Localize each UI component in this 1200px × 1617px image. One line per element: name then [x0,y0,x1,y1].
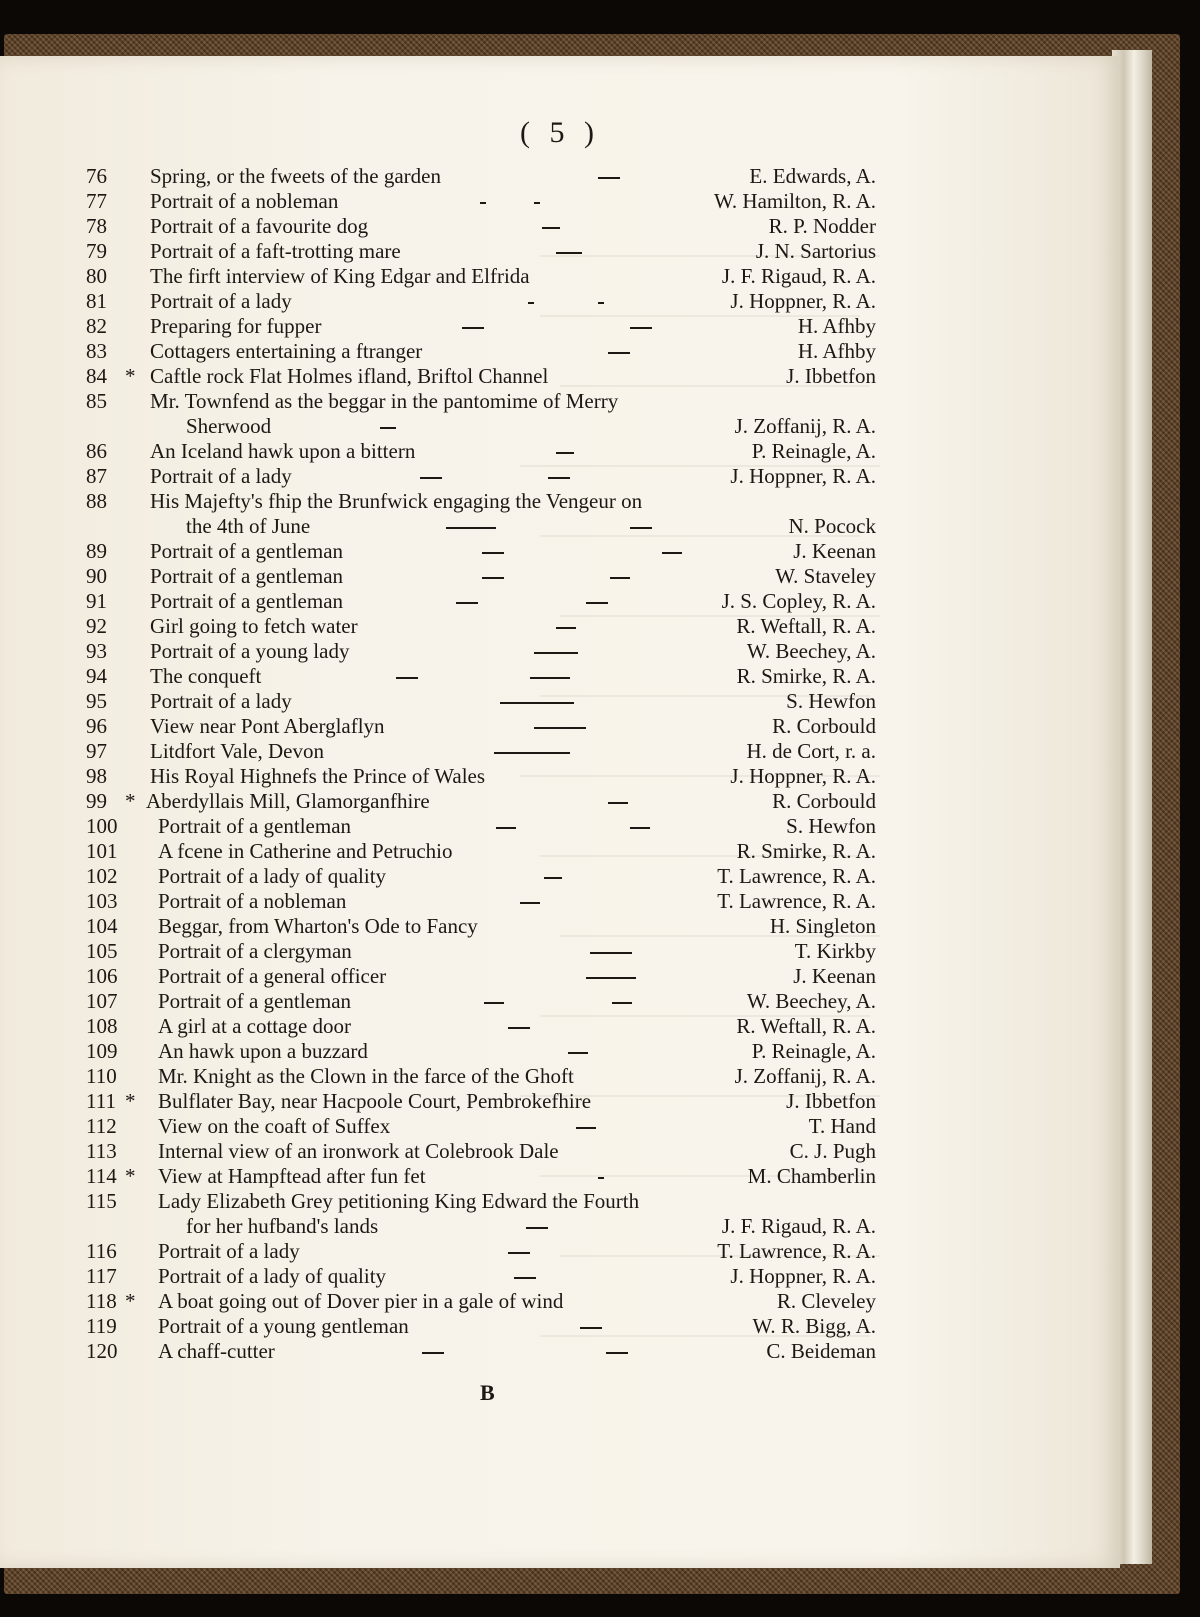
entry-artist: R. Weftall, R. A. [736,614,876,638]
entry-number: 100 [86,814,118,838]
entry-title: Beggar, from Wharton's Ode to Fancy [158,914,478,938]
entry-number: 106 [86,964,118,988]
entry-title: Portrait of a young gentleman [158,1314,409,1338]
dash-rule [612,1002,632,1004]
entry-title: Spring, or the fweets of the garden [150,164,441,188]
asterisk-mark: * [125,1289,136,1313]
entry-title: Aberdyllais Mill, Glamorganfhire [146,789,430,813]
dash-rule [606,1352,628,1354]
entry-number: 77 [86,189,107,213]
entry-title: Portrait of a lady of quality [158,1264,387,1288]
list-item [0,764,1120,789]
entry-number: 104 [86,914,118,938]
entry-artist: H. Singleton [769,914,876,938]
list-item [0,314,1120,339]
dash-rule [586,977,636,979]
entry-artist: P. Reinagle, A. [751,1039,876,1063]
entry-number: 120 [86,1339,118,1363]
list-item [0,1339,1120,1364]
dash-rule [528,302,534,304]
dash-rule [534,202,540,204]
dash-rule [610,577,630,579]
list-item [0,639,1120,664]
asterisk-mark: * [125,789,136,813]
list-item [0,739,1120,764]
catalogue-entries [0,164,1120,1364]
list-item [0,989,1120,1014]
entry-number: 76 [86,164,107,188]
dash-rule [480,202,486,204]
entry-artist: R. Smirke, R. A. [736,839,876,863]
dash-rule [662,552,682,554]
list-item [0,1089,1120,1114]
dash-rule [598,177,620,179]
entry-artist: J. Zoffanij, R. A. [734,414,876,438]
dash-rule [590,952,632,954]
entry-title: Sherwood [186,414,272,438]
list-item [0,189,1120,214]
list-item [0,614,1120,639]
entry-artist: H. Afhby [797,314,876,338]
entry-title: Lady Elizabeth Grey petitioning King Edward the Fourth [158,1189,640,1213]
entry-artist: J. F. Rigaud, R. A. [721,264,876,288]
signature-mark: B [480,1380,495,1405]
entry-title: View near Pont Aberglaflyn [150,714,385,738]
dash-rule [544,877,562,879]
list-item [0,439,1120,464]
asterisk-mark: * [125,364,136,388]
list-item [0,914,1120,939]
list-item [0,589,1120,614]
entry-number: 110 [86,1064,117,1088]
entry-number: 108 [86,1014,118,1038]
entry-title: Portrait of a gentleman [158,989,352,1013]
list-item [0,1264,1120,1289]
entry-artist: J. F. Rigaud, R. A. [721,1214,876,1238]
entry-number: 119 [86,1314,117,1338]
entry-number: 117 [86,1264,117,1288]
entry-title: An Iceland hawk upon a bittern [150,439,416,463]
entry-artist: C. Beideman [766,1339,876,1363]
dash-rule [608,802,628,804]
entry-title: An hawk upon a buzzard [158,1039,368,1063]
dash-rule [534,727,586,729]
asterisk-mark: * [125,1089,136,1113]
list-item [0,1139,1120,1164]
entry-number: 102 [86,864,118,888]
list-item [0,889,1120,914]
list-item [0,839,1120,864]
entry-number: 87 [86,464,107,488]
entry-number: 91 [86,589,107,613]
entry-title: A girl at a cottage door [158,1014,352,1038]
entry-number: 115 [86,1189,117,1213]
dash-rule [548,477,570,479]
list-item [0,214,1120,239]
list-item [0,1014,1120,1039]
list-item [0,514,1120,539]
entry-artist: J. S. Copley, R. A. [721,589,876,613]
entry-artist: J. Hoppner, R. A. [730,1264,876,1288]
dash-rule [542,227,560,229]
entry-title: A chaff-cutter [158,1339,275,1363]
list-item [0,964,1120,989]
entry-artist: J. Hoppner, R. A. [730,764,876,788]
dash-rule [580,1327,602,1329]
dash-rule [380,427,396,429]
entry-artist: T. Lawrence, R. A. [717,1239,876,1263]
dash-rule [508,1252,530,1254]
list-item [0,564,1120,589]
dash-rule [598,1177,604,1179]
entry-title: the 4th of June [186,514,311,538]
entry-number: 114 [86,1164,117,1188]
entry-title: Portrait of a lady [150,689,292,713]
entry-title: Portrait of a gentleman [158,814,352,838]
entry-artist: J. N. Sartorius [755,239,876,263]
entry-number: 83 [86,339,107,363]
entry-artist: J. Hoppner, R. A. [730,464,876,488]
dash-rule [482,577,504,579]
dash-rule [482,552,504,554]
list-item [0,939,1120,964]
entry-artist: M. Chamberlin [747,1164,876,1188]
entry-title: His Majefty's fhip the Brunfwick engaging the Vengeur on [150,489,643,513]
entry-artist: J. Keenan [793,964,876,988]
entry-title: Portrait of a gentleman [150,589,344,613]
entry-title: View at Hampftead after fun fet [158,1164,426,1188]
list-item [0,789,1120,814]
entry-title: Portrait of a nobleman [150,189,339,213]
entry-number: 84 [86,364,107,388]
list-item [0,339,1120,364]
entry-number: 97 [86,739,107,763]
entry-number: 105 [86,939,118,963]
entry-artist: T. Kirkby [794,939,876,963]
dash-rule [598,302,604,304]
entry-artist: P. Reinagle, A. [751,439,876,463]
entry-artist: R. P. Nodder [768,214,876,238]
entry-number: 111 [86,1089,116,1113]
entry-number: 93 [86,639,107,663]
entry-title: View on the coaft of Suffex [158,1114,391,1138]
entry-artist: R. Cleveley [776,1289,876,1313]
entry-title: Portrait of a clergyman [158,939,352,963]
entry-title: Portrait of a faft-trotting mare [150,239,401,263]
list-item [0,489,1120,514]
list-item [0,539,1120,564]
list-item [0,1039,1120,1064]
list-item [0,264,1120,289]
list-item [0,1214,1120,1239]
dash-rule [556,252,582,254]
dash-rule [530,677,570,679]
dash-rule [484,1002,504,1004]
entry-title: Girl going to fetch water [150,614,358,638]
dash-rule [462,327,484,329]
entry-title: Portrait of a lady [158,1239,300,1263]
dash-rule [420,477,442,479]
entry-artist: W. R. Bigg, A. [752,1314,876,1338]
list-item [0,239,1120,264]
dash-rule [630,327,652,329]
entry-title: Portrait of a lady [150,289,292,313]
list-item [0,1289,1120,1314]
dash-rule [630,827,650,829]
entry-artist: J. Keenan [793,539,876,563]
entry-artist: J. Ibbetfon [786,364,876,388]
entry-artist: C. J. Pugh [789,1139,876,1163]
entry-number: 112 [86,1114,117,1138]
entry-title: Internal view of an ironwork at Colebrook Dale [158,1139,559,1163]
entry-title: His Royal Highnefs the Prince of Wales [150,764,486,788]
dash-rule [576,1127,596,1129]
entry-title: The firft interview of King Edgar and Elfrida [150,264,530,288]
dash-rule [556,452,574,454]
entry-title: Portrait of a nobleman [158,889,347,913]
entry-artist: T. Hand [808,1114,876,1138]
list-item [0,414,1120,439]
entry-title: Portrait of a lady of quality [158,864,387,888]
entry-artist: J. Hoppner, R. A. [730,289,876,313]
entry-title: Mr. Knight as the Clown in the farce of the Ghoft [158,1064,574,1088]
book-page [0,56,1120,1568]
dash-rule [568,1052,588,1054]
entry-title: Portrait of a favourite dog [150,214,369,238]
dash-rule [456,602,478,604]
dash-rule [494,752,570,754]
dash-rule [608,352,630,354]
entry-number: 103 [86,889,118,913]
dash-rule [422,1352,444,1354]
entry-number: 89 [86,539,107,563]
list-item [0,1189,1120,1214]
entry-number: 82 [86,314,107,338]
entry-artist: R. Corbould [772,714,876,738]
entry-title: Portrait of a gentleman [150,539,344,563]
list-item [0,389,1120,414]
list-item [0,814,1120,839]
entry-number: 79 [86,239,107,263]
entry-title: Portrait of a general officer [158,964,387,988]
entry-title: Bulflater Bay, near Hacpoole Court, Pembrokefhire [158,1089,592,1113]
entry-title: Litdfort Vale, Devon [150,739,324,763]
entry-artist: W. Hamilton, R. A. [714,189,876,213]
entry-number: 113 [86,1139,117,1163]
dash-rule [520,902,540,904]
entry-artist: H. Afhby [797,339,876,363]
list-item [0,689,1120,714]
entry-number: 116 [86,1239,117,1263]
entry-artist: J. Zoffanij, R. A. [734,1064,876,1088]
entry-title: Mr. Townfend as the beggar in the pantomime of Merry [150,389,619,413]
page-number-header: ( 5 ) [520,116,600,149]
entry-artist: R. Smirke, R. A. [736,664,876,688]
dash-rule [396,677,418,679]
dash-rule [526,1227,548,1229]
dash-rule [630,527,652,529]
entry-title: Portrait of a lady [150,464,292,488]
list-item [0,1164,1120,1189]
list-item [0,464,1120,489]
asterisk-mark: * [125,1164,136,1188]
list-item [0,164,1120,189]
entry-number: 81 [86,289,107,313]
list-item [0,1239,1120,1264]
entry-title: The conqueft [150,664,262,688]
dash-rule [446,527,496,529]
entry-number: 98 [86,764,107,788]
entry-number: 118 [86,1289,117,1313]
entry-title: A boat going out of Dover pier in a gale of wind [158,1289,564,1313]
entry-number: 90 [86,564,107,588]
dash-rule [534,652,578,654]
entry-number: 78 [86,214,107,238]
entry-title: Portrait of a gentleman [150,564,344,588]
entry-number: 86 [86,439,107,463]
entry-number: 85 [86,389,107,413]
entry-number: 109 [86,1039,118,1063]
dash-rule [514,1277,536,1279]
list-item [0,289,1120,314]
entry-number: 96 [86,714,107,738]
dash-rule [586,602,608,604]
list-item [0,1114,1120,1139]
entry-number: 95 [86,689,107,713]
entry-title: Caftle rock Flat Holmes ifland, Briftol Channel [150,364,549,388]
list-item [0,1064,1120,1089]
entry-artist: T. Lawrence, R. A. [717,889,876,913]
entry-number: 99 [86,789,107,813]
entry-title: Portrait of a young lady [150,639,350,663]
entry-title: for her hufband's lands [186,1214,379,1238]
entry-artist: S. Hewfon [786,814,876,838]
dash-rule [508,1027,530,1029]
list-item [0,1314,1120,1339]
entry-number: 88 [86,489,107,513]
list-item [0,864,1120,889]
dash-rule [496,827,516,829]
entry-artist: E. Edwards, A. [749,164,876,188]
entry-number: 92 [86,614,107,638]
list-item [0,364,1120,389]
entry-artist: N. Pocock [788,514,876,538]
entry-title: A fcene in Catherine and Petruchio [158,839,453,863]
entry-artist: H. de Cort, r. a. [746,739,876,763]
entry-artist: R. Corbould [772,789,876,813]
entry-artist: J. Ibbetfon [786,1089,876,1113]
entry-title: Preparing for fupper [150,314,322,338]
entry-number: 101 [86,839,118,863]
entry-artist: W. Staveley [775,564,876,588]
entry-title: Cottagers entertaining a ftranger [150,339,423,363]
entry-artist: T. Lawrence, R. A. [717,864,876,888]
entry-artist: W. Beechey, A. [746,639,876,663]
entry-artist: R. Weftall, R. A. [736,1014,876,1038]
dash-rule [500,702,574,704]
entry-number: 107 [86,989,118,1013]
entry-number: 80 [86,264,107,288]
entry-number: 94 [86,664,107,688]
entry-artist: W. Beechey, A. [746,989,876,1013]
entry-artist: S. Hewfon [786,689,876,713]
list-item [0,664,1120,689]
list-item [0,714,1120,739]
dash-rule [556,627,576,629]
